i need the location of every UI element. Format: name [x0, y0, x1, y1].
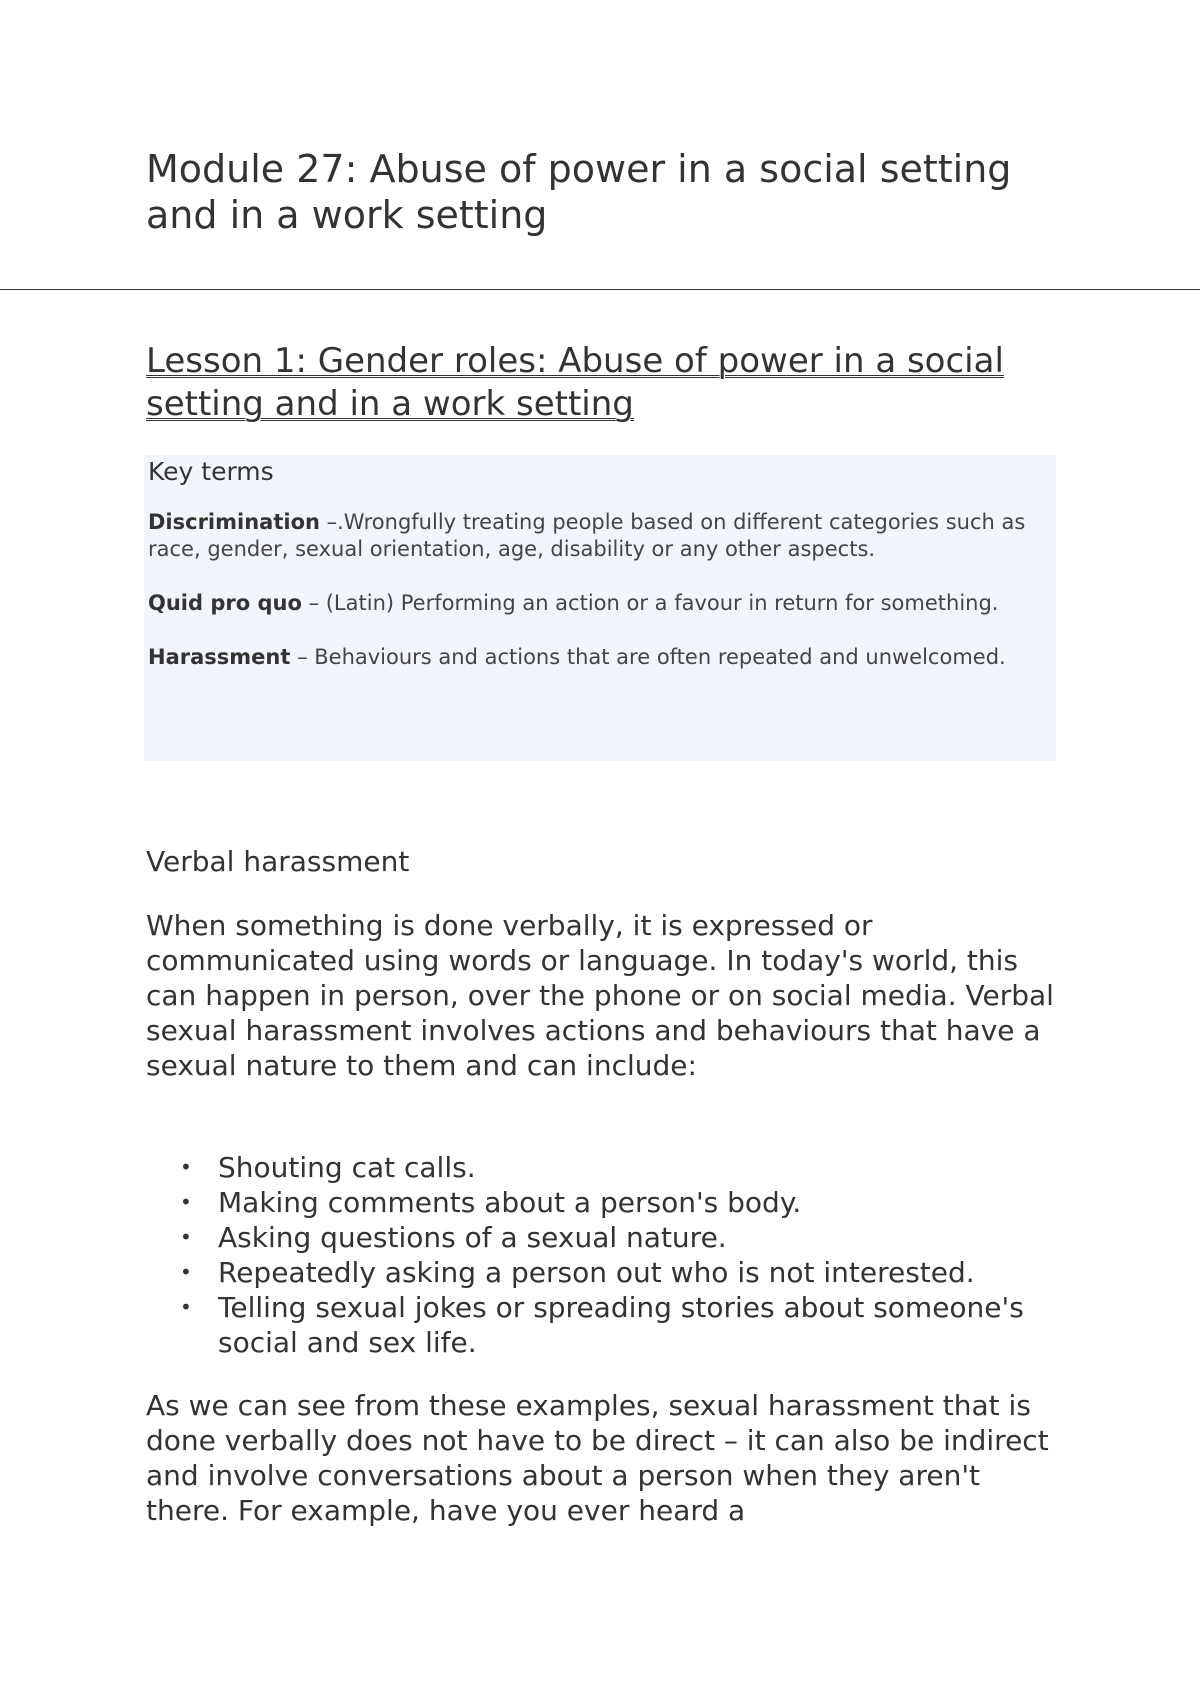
key-term-name: Harassment: [148, 645, 291, 669]
paragraph-verbal-definition: When something is done verbally, it is expressed or communicated using words or language. In today's world, this can happen in person, over the phone or on social media. Verbal sexual harassment involves actions and behaviours that have a sexual nature to them and can include:: [146, 909, 1054, 1082]
key-terms-box: [144, 455, 1056, 761]
key-term-definition: – (Latin) Performing an action or a favour in return for something.: [301, 591, 999, 615]
list-item: • Repeatedly asking a person out who is not interested.: [218, 1255, 1066, 1290]
key-term-discrimination: [148, 509, 1052, 563]
key-term-name: Discrimination: [148, 510, 320, 534]
examples-bullet-list: [146, 1150, 1066, 1360]
key-term-harassment: [148, 644, 1052, 671]
key-term-definition: –.Wrongfully treating people based on different categories such as race, gender, sexual orientation, age, disability or any other aspects.: [148, 510, 1026, 561]
paragraph-indirect-harassment: As we can see from these examples, sexual harassment that is done verbally does not have to be direct – it can also be indirect and involve conversations about a person when they aren't there. For example, have you ever heard a: [146, 1389, 1049, 1527]
list-item: • Making comments about a person's body.: [218, 1185, 1066, 1220]
module-title: Module 27: Abuse of power in a social setting and in a work setting: [146, 147, 1012, 237]
key-term-quid-pro-quo: [148, 590, 1052, 617]
list-item: • Shouting cat calls.: [218, 1150, 1066, 1185]
key-terms-heading: Key terms: [148, 457, 274, 486]
list-item: • Asking questions of a sexual nature.: [218, 1220, 1066, 1255]
title-divider: [0, 289, 1200, 290]
key-term-definition: – Behaviours and actions that are often repeated and unwelcomed.: [290, 645, 1006, 669]
list-item: • Telling sexual jokes or spreading stories about someone's social and sex life.: [218, 1290, 1066, 1360]
key-term-name: Quid pro quo: [148, 591, 302, 615]
section-heading-verbal-harassment: Verbal harassment: [146, 845, 410, 878]
lesson-title: Lesson 1: Gender roles: Abuse of power in a social setting and in a work setting: [146, 341, 1004, 424]
